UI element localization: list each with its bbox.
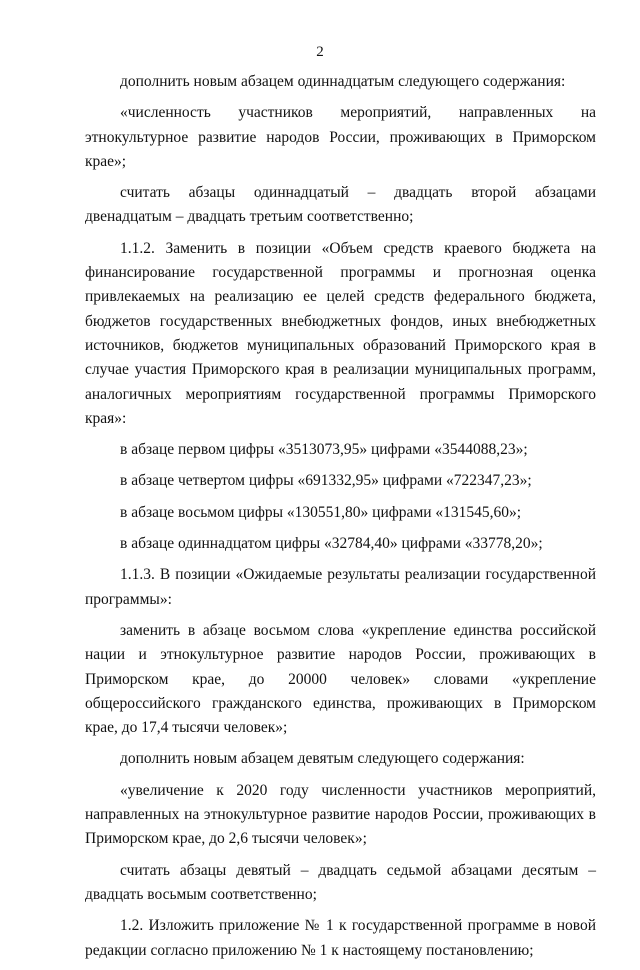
document-body — [85, 70, 596, 970]
paragraph: 1.1.3. В позиции «Ожидаемые результаты реализации государственной программы»: — [85, 566, 596, 608]
paragraph: «численность участников мероприятий, направленных на этнокультурное развитие народов России, проживающих в Приморском крае»; — [85, 104, 596, 170]
paragraph: в абзаце одиннадцатом цифры «32784,40» цифрами «33778,20»; — [120, 535, 543, 553]
paragraph: «увеличение к 2020 году численности участников мероприятий, направленных на этнокультурное развитие народов России, проживающих в Приморском крае, до 2,6 тысячи человек»; — [85, 781, 596, 848]
paragraph: считать абзацы одиннадцатый – двадцать второй абзацами двенадцатым – двадцать третьим соответственно; — [85, 184, 596, 226]
paragraph: дополнить новым абзацем одиннадцатым следующего содержания: — [120, 73, 566, 90]
page-number: 2 — [316, 44, 324, 60]
paragraph: 1.1.2. Заменить в позиции «Объем средств краевого бюджета на финансирование государственной программы и прогнозная оценка привлекаемых на реализацию ее целей средств федерального бюджета, бюджетов государственных внебюджетных фондов, иных внебюджетных источников, бюджетов муниципальных образований Приморского края в случае участия Приморского края в реализации муниципальных программ, аналогичных мероприятиям государственной программы Приморского края»: — [85, 239, 596, 427]
paragraph: считать абзацы девятый – двадцать седьмой абзацами десятым – двадцать восьмым соответственно; — [85, 861, 596, 903]
paragraph: 1.2. Изложить приложение № 1 к государственной программе в новой редакции согласно приложению № 1 к настоящему постановлению; — [85, 917, 596, 959]
paragraph: в абзаце восьмом цифры «130551,80» цифрами «131545,60»; — [120, 503, 522, 521]
paragraph: в абзаце четвертом цифры «691332,95» цифрами «722347,23»; — [120, 472, 532, 490]
paragraph: дополнить новым абзацем девятым следующего содержания: — [120, 750, 525, 768]
paragraph: в абзаце первом цифры «3513073,95» цифрами «3544088,23»; — [120, 441, 528, 459]
paragraph: заменить в абзаце восьмом слова «укрепление единства российской нации и этнокультурное развитие народов России, проживающих в Приморском крае, до 20000 человек» словами «укрепление общероссийского гражданского единства, проживающих в Приморском крае, до 17,4 тысячи человек»; — [85, 621, 596, 737]
